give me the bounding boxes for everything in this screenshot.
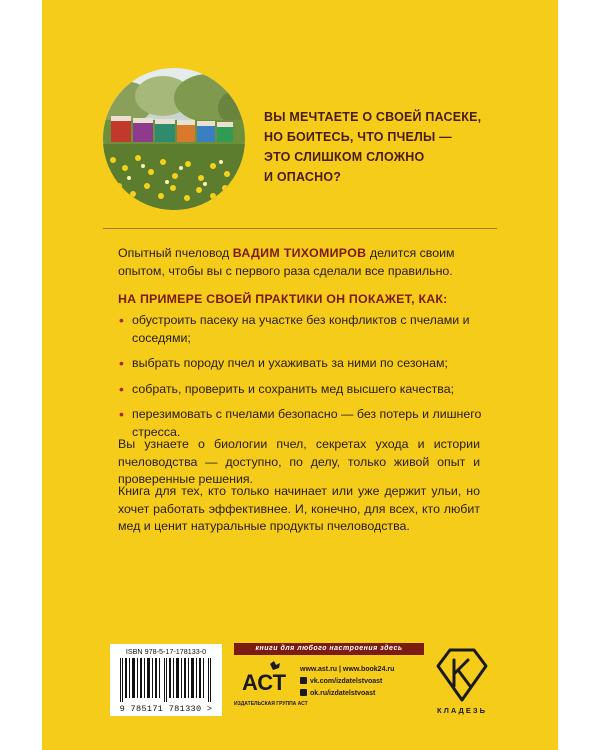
list-item-text: собрать, проверить и сохранить мед высшего качества; xyxy=(132,381,455,396)
bullet-icon: • xyxy=(119,380,124,397)
list-item xyxy=(118,355,488,373)
website-link[interactable]: www.ast.ru | www.book24.ru xyxy=(300,666,395,673)
vk-link[interactable]: vk.com/izdatelstvoast xyxy=(300,676,430,688)
list-item xyxy=(118,381,488,399)
ok-link[interactable]: ok.ru/izdatelstvoast xyxy=(300,688,430,700)
author-text-before: Опытный пчеловод xyxy=(118,246,233,260)
divider xyxy=(103,228,497,229)
publisher-banner: книги для любого настроения здесь xyxy=(234,643,424,655)
intro-question xyxy=(264,107,514,187)
barcode-icon xyxy=(120,658,212,702)
kladez-logo-icon xyxy=(434,646,490,704)
author-name: ВАДИМ ТИХОМИРОВ xyxy=(232,246,367,260)
paragraph-audience: Книга для тех, кто только начинает или уже держит ульи, но хочет работать эффективнее. И, конечно, для всех, кто любит мед и ценит натуральные продукты пчеловодства. xyxy=(118,484,480,533)
publisher-links xyxy=(300,664,430,700)
intro-line: ЭТО СЛИШКОМ СЛОЖНО xyxy=(264,150,425,164)
isbn-barcode xyxy=(110,644,222,716)
list-item-text: обустроить пасеку на участке без конфликтов с пчелами и соседями; xyxy=(132,313,470,345)
publisher-group: ИЗДАТЕЛЬСКАЯ ГРУППА АСТ xyxy=(234,701,308,707)
isbn-label: ISBN 978-5-17-178133-0 xyxy=(125,647,207,656)
isbn-digits: 9 785171 781330 > xyxy=(119,704,213,714)
vk-icon xyxy=(300,677,307,684)
ok-icon xyxy=(300,689,307,696)
imprint-name: КЛАДЕЗЬ xyxy=(437,706,487,715)
apiary-photo xyxy=(103,68,245,210)
feature-list xyxy=(118,312,488,449)
bullet-icon: • xyxy=(119,355,124,371)
list-item xyxy=(118,312,488,347)
author-text-after: делится своим опытом, чтобы вы с первого раза сделали все правильно. xyxy=(118,246,455,278)
list-item-text: перезимовать с пчелами безопасно — без потерь и лишнего стресса. xyxy=(132,407,482,439)
paragraph-biology: Вы узнаете о биологии пчел, секретах ухода и истории пчеловодства — доступно, по делу, только живой опыт и проверенные решения. xyxy=(118,437,480,486)
intro-line: ВЫ МЕЧТАЕТЕ О СВОЕЙ ПАСЕКЕ, xyxy=(264,110,482,124)
bullet-icon: • xyxy=(119,406,124,422)
intro-line: НО БОИТЕСЬ, ЧТО ПЧЕЛЫ — xyxy=(264,130,452,144)
list-item-text: выбрать породу пчел и ухаживать за ними по сезонам; xyxy=(132,356,448,370)
author-paragraph xyxy=(118,245,480,280)
ast-logo-text: АСТ xyxy=(241,670,287,695)
ast-logo-icon xyxy=(240,660,288,700)
bullet-icon: • xyxy=(119,312,124,328)
intro-line: И ОПАСНО? xyxy=(264,170,342,184)
list-heading: НА ПРИМЕРЕ СВОЕЙ ПРАКТИКИ ОН ПОКАЖЕТ, КАК: xyxy=(118,292,448,306)
